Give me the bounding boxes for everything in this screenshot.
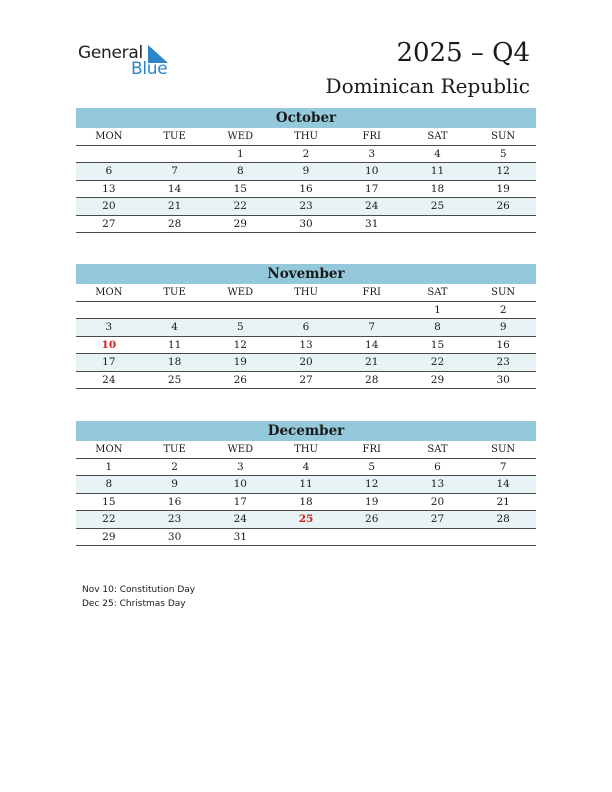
day-cell: 3 [105,321,113,334]
day-cell: 26 [496,200,510,213]
day-cell: 11 [430,165,445,178]
empty-day-cell [76,146,142,162]
day-cell: 31 [233,530,247,543]
weekday-label: FRI [362,131,381,142]
week-row [76,319,536,336]
day-cell: 24 [102,373,116,386]
logo-general-text: General [78,43,143,63]
day-cell: 16 [167,495,182,508]
day-cell: 27 [299,373,313,386]
weekday-label: FRI [362,444,381,455]
page-title: 2025 – Q4 [396,38,530,68]
weekday-header-row [76,441,536,459]
day-cell: 12 [496,165,510,178]
day-cell: 5 [499,148,507,160]
day-cell: 22 [430,356,445,369]
day-cell: 17 [365,182,379,195]
weekday-label: MON [95,131,123,142]
holiday-note: Nov 10: Constitution Day [82,585,196,595]
day-cell: 14 [167,182,182,195]
weeks [76,302,536,389]
week-row [76,476,536,493]
page-subtitle: Dominican Republic [325,74,530,98]
week-row [76,302,536,319]
day-cell: 2 [171,461,178,473]
empty-day-cell [339,529,405,545]
weekday-label: THU [294,131,318,142]
holiday-day-cell: 10 [101,338,117,351]
day-cell: 7 [171,165,178,178]
empty-day-cell [142,146,208,162]
day-cell: 9 [499,321,507,334]
day-cell: 15 [102,495,116,508]
day-cell: 12 [233,338,247,351]
day-cell: 13 [299,338,313,351]
day-cell: 1 [434,304,441,316]
holiday-note: Dec 25: Christmas Day [82,599,186,609]
month-title: November [76,264,536,284]
day-cell: 6 [434,461,441,473]
empty-day-cell [405,529,471,545]
empty-day-cell [207,302,273,318]
day-cell: 1 [236,148,244,160]
day-cell: 24 [365,200,379,213]
month-october [76,108,536,233]
weeks [76,459,536,546]
day-cell: 26 [365,513,379,526]
logo [78,40,178,80]
weeks [76,146,536,233]
day-cell: 23 [299,200,313,213]
week-row [76,146,536,163]
day-cell: 17 [233,495,247,508]
empty-day-cell [470,529,536,545]
day-cell: 7 [368,321,376,334]
weekday-label: TUE [163,287,186,298]
day-cell: 29 [233,217,247,230]
weekday-label: WED [227,444,254,455]
weekday-label: WED [227,287,254,298]
weekday-label: MON [95,287,123,298]
day-cell: 7 [499,461,507,473]
weekday-label: WED [227,131,254,142]
day-cell: 13 [102,182,116,195]
day-cell: 8 [105,478,113,491]
day-cell: 21 [365,356,379,369]
day-cell: 23 [167,513,182,526]
day-cell: 4 [302,461,310,473]
day-cell: 27 [430,513,445,526]
day-cell: 18 [167,356,182,369]
day-cell: 19 [365,495,379,508]
day-cell: 20 [102,200,116,213]
day-cell: 16 [299,182,313,195]
day-cell: 24 [233,513,247,526]
day-cell: 17 [102,356,116,369]
empty-day-cell [405,216,471,232]
day-cell: 22 [233,200,247,213]
empty-day-cell [142,302,208,318]
weekday-label: SUN [491,444,516,455]
week-row [76,529,536,546]
day-cell: 13 [430,478,445,491]
month-title: December [76,421,536,441]
day-cell: 18 [430,182,445,195]
day-cell: 9 [171,478,178,491]
day-cell: 20 [299,356,313,369]
weekday-label: TUE [163,131,186,142]
week-row [76,494,536,511]
day-cell: 31 [365,217,379,230]
day-cell: 8 [236,165,244,178]
day-cell: 28 [496,513,510,526]
week-row [76,198,536,215]
weekday-label: SUN [491,287,516,298]
logo-blue-text: Blue [131,59,168,79]
day-cell: 23 [496,356,510,369]
day-cell: 21 [167,200,182,213]
week-row [76,181,536,198]
day-cell: 12 [365,478,379,491]
day-cell: 18 [299,495,313,508]
holiday-day-cell: 25 [298,513,314,526]
month-december [76,421,536,546]
day-cell: 2 [499,304,507,316]
day-cell: 3 [368,148,376,160]
day-cell: 10 [365,165,379,178]
day-cell: 19 [496,182,510,195]
day-cell: 25 [167,373,182,386]
weekday-label: SAT [427,444,448,455]
day-cell: 11 [167,338,182,351]
weekday-header-row [76,284,536,302]
weekday-label: SAT [427,287,448,298]
weekday-label: TUE [163,444,186,455]
weekday-label: FRI [362,287,381,298]
day-cell: 28 [167,217,182,230]
day-cell: 15 [233,182,247,195]
day-cell: 1 [105,461,113,473]
day-cell: 30 [167,530,182,543]
day-cell: 27 [102,217,116,230]
day-cell: 21 [496,495,510,508]
week-row [76,163,536,180]
day-cell: 26 [233,373,247,386]
day-cell: 28 [365,373,379,386]
weekday-header-row [76,128,536,146]
empty-day-cell [273,529,339,545]
month-november [76,264,536,389]
day-cell: 2 [302,148,310,160]
day-cell: 30 [496,373,510,386]
day-cell: 11 [299,478,313,491]
week-row [76,354,536,371]
day-cell: 6 [105,165,113,178]
week-row [76,459,536,476]
empty-day-cell [339,302,405,318]
day-cell: 19 [233,356,247,369]
week-row [76,511,536,528]
weekday-label: THU [294,287,318,298]
day-cell: 30 [299,217,313,230]
day-cell: 15 [430,338,445,351]
weekday-label: MON [95,444,123,455]
day-cell: 4 [171,321,178,334]
day-cell: 10 [233,478,247,491]
weekday-label: THU [294,444,318,455]
month-title: October [76,108,536,128]
empty-day-cell [76,302,142,318]
day-cell: 4 [434,148,441,160]
day-cell: 14 [365,338,379,351]
day-cell: 14 [496,478,510,491]
day-cell: 25 [430,200,445,213]
week-row [76,372,536,389]
week-row [76,216,536,233]
weekday-label: SAT [427,131,448,142]
day-cell: 9 [302,165,310,178]
week-row [76,337,536,354]
day-cell: 8 [434,321,441,334]
day-cell: 22 [102,513,116,526]
day-cell: 16 [496,338,510,351]
holiday-notes [82,583,195,611]
empty-day-cell [470,216,536,232]
day-cell: 5 [236,321,244,334]
day-cell: 20 [430,495,445,508]
weekday-label: SUN [491,131,516,142]
day-cell: 29 [430,373,445,386]
empty-day-cell [273,302,339,318]
day-cell: 5 [368,461,376,473]
day-cell: 29 [102,530,116,543]
day-cell: 6 [302,321,310,334]
day-cell: 3 [236,461,244,473]
